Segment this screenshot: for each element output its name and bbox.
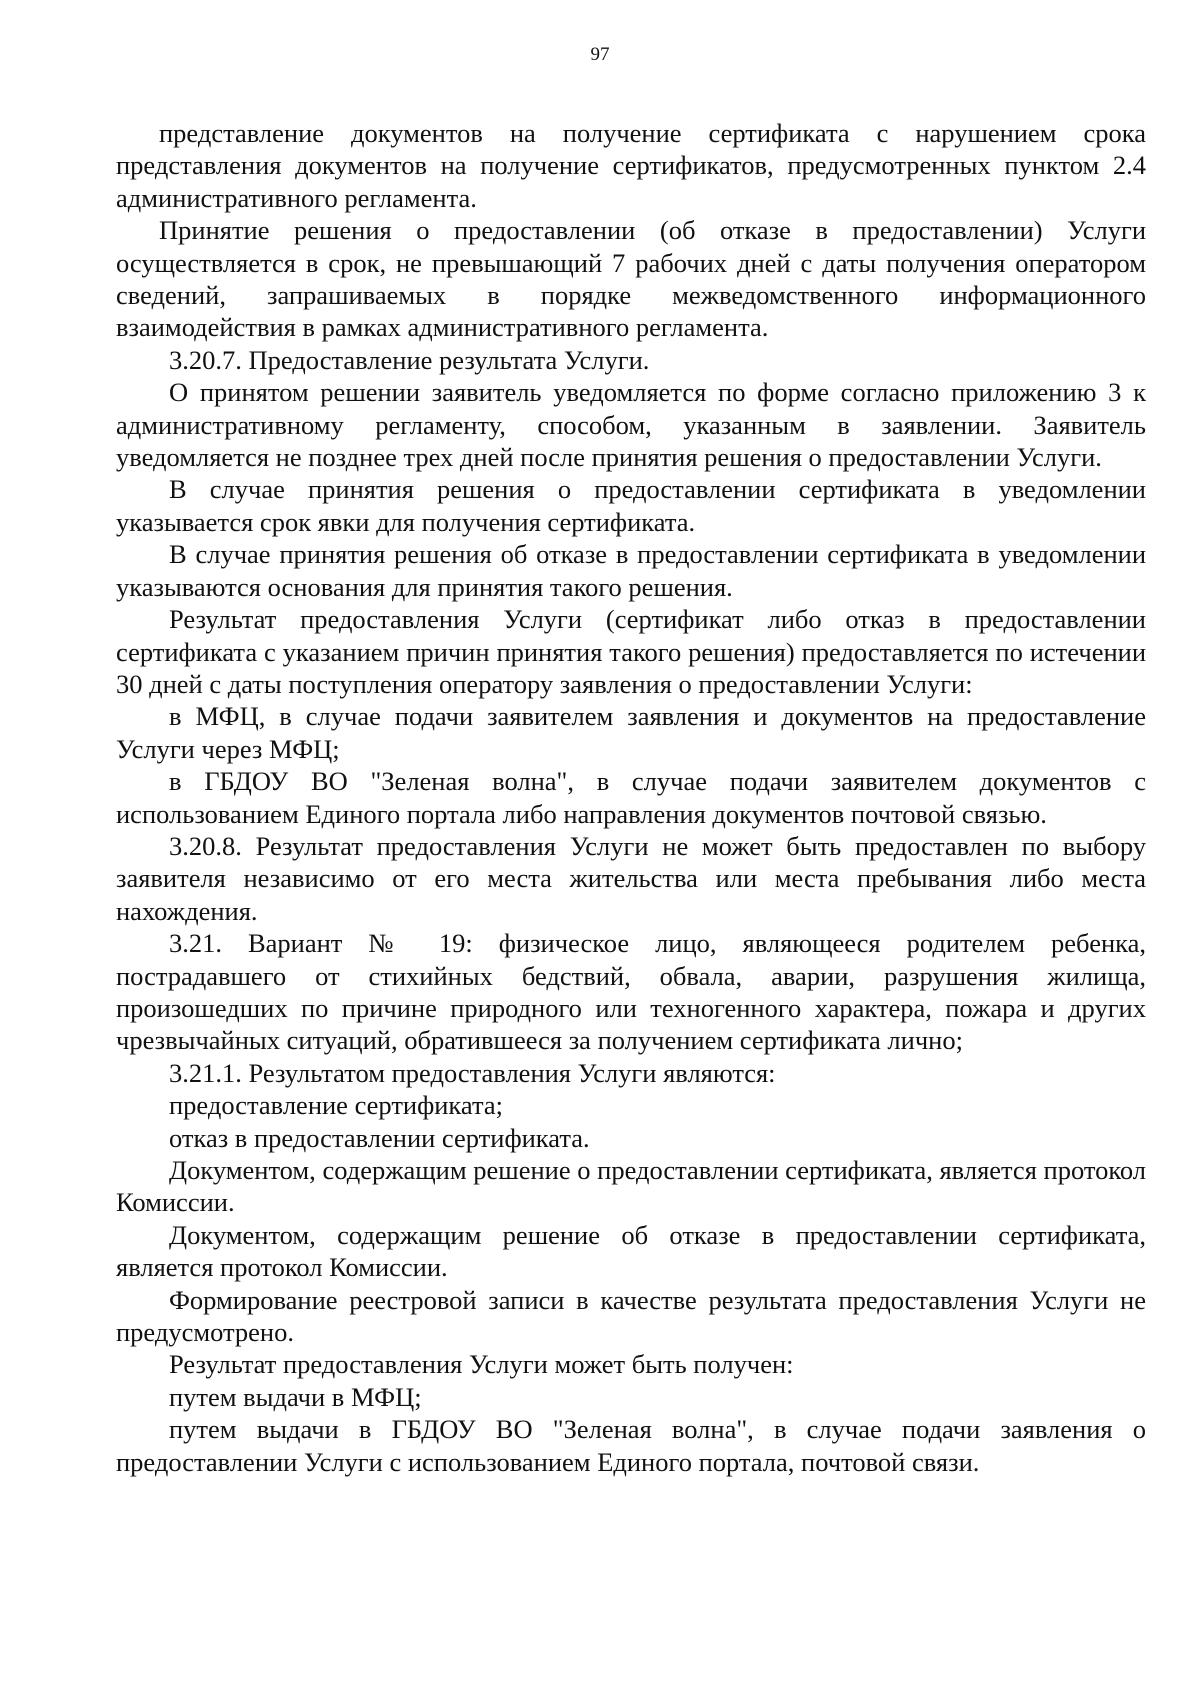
list-item: путем выдачи в ГБДОУ ВО "Зеленая волна", в случае подачи заявления о предоставлении Услуги с использованием Единого портала, почтовой связи. xyxy=(116,1414,1146,1477)
paragraph: представление документов на получение сертификата с нарушением срока представления документов на получение сертификатов, предусмотренных пунктом 2.4 административного регламента. xyxy=(116,118,1146,213)
paragraph: Документом, содержащим решение об отказе в предоставлении сертификата, является протокол Комиссии. xyxy=(116,1219,1146,1283)
paragraph: Результат предоставления Услуги может быть получен: xyxy=(169,1349,794,1380)
document-body xyxy=(116,117,1146,1478)
section-paragraph-3-21-1: 3.21.1. Результатом предоставления Услуги являются: xyxy=(169,1057,776,1088)
paragraph: Результат предоставления Услуги (сертификат либо отказ в предоставлении сертификата с указанием причин принятия такого решения) предоставляется по истечении 30 дней с даты поступления оператору заявления о предоставлении Услуги: xyxy=(116,604,1146,699)
list-item: отказ в предоставлении сертификата. xyxy=(169,1122,590,1153)
paragraph: В случае принятия решения о предоставлении сертификата в уведомлении указывается срок явки для получения сертификата. xyxy=(116,474,1146,537)
paragraph: О принятом решении заявитель уведомляется по форме согласно приложению 3 к административному регламенту, способом, указанным в заявлении. Заявитель уведомляется не позднее трех дней после принятия решения о предоставлении Услуги. xyxy=(116,377,1146,473)
paragraph: в МФЦ, в случае подачи заявителем заявления и документов на предоставление Услуги через МФЦ; xyxy=(116,701,1146,764)
page-number: 97 xyxy=(590,44,610,65)
paragraph: В случае принятия решения об отказе в предоставлении сертификата в уведомлении указываются основания для принятия такого решения. xyxy=(116,539,1146,602)
list-item: предоставление сертификата; xyxy=(169,1090,504,1121)
paragraph: в ГБДОУ ВО "Зеленая волна", в случае подачи заявителем документов с использованием Единого портала либо направления документов почтовой связью. xyxy=(116,766,1146,829)
list-item: путем выдачи в МФЦ; xyxy=(169,1381,422,1412)
paragraph: Документом, содержащим решение о предоставлении сертификата, является протокол Комиссии. xyxy=(116,1155,1146,1218)
section-paragraph-3-20-8: 3.20.8. Результат предоставления Услуги не может быть предоставлен по выбору заявителя независимо от его места жительства или места пребывания либо места нахождения. xyxy=(116,830,1146,926)
paragraph: Принятие решения о предоставлении (об отказе в предоставлении) Услуги осуществляется в срок, не превышающий 7 рабочих дней с даты получения оператором сведений, запрашиваемых в порядке межведомственного информационного взаимодействия в рамках административного регламента. xyxy=(116,215,1146,343)
section-paragraph-3-21: 3.21. Вариант № 19: физическое лицо, являющееся родителем ребенка, пострадавшего от стихийных бедствий, обвала, аварии, разрушения жилища, произошедших по причине природного или техногенного характера, пожара и других чрезвычайных ситуаций, обратившееся за получением сертификата лично; xyxy=(116,928,1146,1056)
paragraph: Формирование реестровой записи в качестве результата предоставления Услуги не предусмотрено. xyxy=(116,1284,1146,1348)
section-heading-3-20-7: 3.20.7. Предоставление результата Услуги. xyxy=(169,344,650,375)
